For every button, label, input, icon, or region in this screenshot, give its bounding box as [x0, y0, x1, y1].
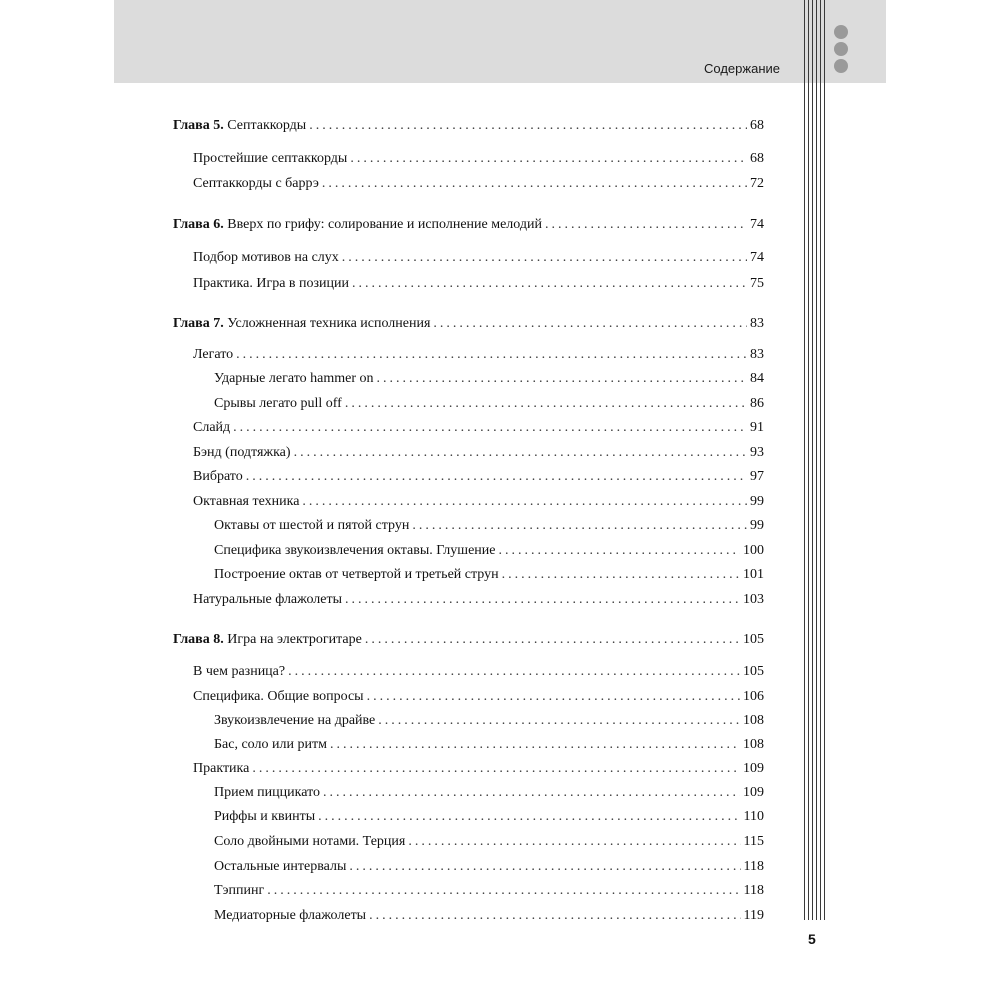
toc-chapter-entry[interactable] — [173, 631, 764, 649]
toc-entry-text: Тэппинг — [214, 883, 265, 898]
toc-entry-text: Прием пиццикато — [214, 785, 321, 800]
toc-entry-text: Октавы от шестой и пятой струн — [214, 518, 410, 533]
toc-entry-title — [214, 907, 366, 925]
dot-leader — [246, 468, 747, 486]
toc-entry[interactable] — [193, 444, 764, 462]
toc-entry[interactable] — [214, 808, 764, 826]
toc-chapter-entry[interactable] — [173, 315, 764, 333]
toc-entry-text: Медиаторные флажолеты — [214, 908, 367, 923]
toc-entry-title — [214, 808, 315, 826]
toc-entry-title — [214, 784, 320, 802]
toc-chapter-label: Глава 5. — [173, 118, 224, 133]
toc-page-number: 99 — [750, 518, 764, 533]
dot-leader — [302, 493, 747, 511]
toc-entry-title — [214, 712, 375, 730]
dot-leader — [318, 808, 740, 826]
toc-page-number: 91 — [750, 420, 764, 435]
toc-entry[interactable] — [214, 712, 764, 730]
toc-entry-text: Бэнд (подтяжка) — [193, 445, 291, 460]
toc-entry-text: Остальные интервалы — [214, 859, 347, 874]
toc-page-number: 109 — [743, 785, 764, 800]
toc-entry-title — [214, 542, 495, 560]
toc-entry-title — [173, 117, 306, 135]
toc-page-number: 105 — [743, 632, 764, 647]
dot-leader — [545, 216, 747, 234]
toc-page-number: 68 — [750, 118, 764, 133]
toc-entry-title — [214, 395, 342, 413]
toc-entry-title — [193, 346, 233, 364]
toc-entry-text: Риффы и квинты — [214, 809, 316, 824]
toc-page-number: 118 — [743, 883, 764, 898]
toc-entry[interactable] — [214, 542, 764, 560]
dot-leader — [236, 346, 747, 364]
toc-entry-text: Специфика. Общие вопросы — [193, 689, 364, 704]
toc-page-number: 93 — [750, 445, 764, 460]
toc-entry-text: Простейшие септаккорды — [193, 151, 348, 166]
toc-entry-title — [214, 858, 346, 876]
toc-entry-text: Игра на электрогитаре — [223, 632, 362, 647]
toc-entry-text: Септаккорды с баррэ — [193, 176, 319, 191]
toc-entry[interactable] — [193, 419, 764, 437]
toc-entry[interactable] — [214, 784, 764, 802]
toc-entry-title — [193, 175, 319, 193]
toc-page-number: 83 — [750, 316, 764, 331]
toc-entry-text: Октавная техника — [193, 494, 300, 509]
toc-page-number: 115 — [743, 834, 764, 849]
toc-page-number: 110 — [743, 809, 764, 824]
dot-leader — [288, 663, 740, 681]
dot-leader — [323, 784, 740, 802]
dot-leader — [369, 907, 740, 925]
toc-entry-title — [193, 663, 285, 681]
toc-entry[interactable] — [214, 882, 764, 900]
toc-entry-title — [193, 688, 364, 706]
toc-page-number: 75 — [750, 276, 764, 291]
toc-entry[interactable] — [193, 175, 764, 193]
toc-entry-text: В чем разница? — [193, 664, 286, 679]
toc-entry-title — [214, 370, 374, 388]
toc-entry-title — [173, 315, 430, 333]
toc-entry[interactable] — [193, 150, 764, 168]
toc-entry[interactable] — [193, 493, 764, 511]
toc-page-number: 84 — [750, 371, 764, 386]
toc-chapter-entry[interactable] — [173, 216, 764, 234]
toc-entry-text: Вверх по грифу: солирование и исполнение мелодий — [223, 217, 542, 232]
dot-leader — [342, 249, 747, 267]
toc-entry-title — [193, 591, 342, 609]
toc-chapter-label: Глава 7. — [173, 316, 224, 331]
toc-entry-title — [193, 275, 349, 293]
dot-leader — [330, 736, 740, 754]
dot-leader — [502, 566, 740, 584]
toc-entry-title — [214, 736, 327, 754]
page-number: 5 — [808, 931, 816, 947]
toc-page-number: 97 — [750, 469, 764, 484]
dot-leader — [433, 315, 747, 333]
dot-leader — [412, 517, 747, 535]
toc-entry[interactable] — [193, 249, 764, 267]
toc-entry-title — [193, 493, 299, 511]
toc-entry-text: Специфика звукоизвлечения октавы. Глушение — [214, 543, 496, 558]
toc-entry-text: Соло двойными нотами. Терция — [214, 834, 406, 849]
dot-leader — [377, 370, 748, 388]
toc-entry-text: Звукоизвлечение на драйве — [214, 713, 376, 728]
dot-leader — [345, 591, 740, 609]
toc-entry-text: Вибрато — [193, 469, 243, 484]
toc-page-number: 106 — [743, 689, 764, 704]
toc-chapter-label: Глава 6. — [173, 217, 224, 232]
toc-entry-text: Легато — [193, 347, 234, 362]
toc-entry-title — [173, 216, 542, 234]
toc-entry[interactable] — [193, 346, 764, 364]
toc-entry-title — [214, 882, 264, 900]
toc-entry-text: Натуральные флажолеты — [193, 592, 343, 607]
dot-leader — [345, 395, 747, 413]
toc-page-number: 108 — [743, 713, 764, 728]
dot-leader — [267, 882, 740, 900]
toc-entry[interactable] — [214, 858, 764, 876]
toc-entry[interactable] — [214, 566, 764, 584]
toc-page-number: 103 — [743, 592, 764, 607]
toc-entry[interactable] — [214, 907, 764, 925]
toc-page-number: 101 — [743, 567, 764, 582]
dot-leader — [294, 444, 747, 462]
toc-entry-title — [214, 517, 409, 535]
toc-entry-text: Практика. Игра в позиции — [193, 276, 350, 291]
toc-page-number: 83 — [750, 347, 764, 362]
toc-entry-title — [173, 631, 362, 649]
toc-page-number: 119 — [743, 908, 764, 923]
dot-leader — [367, 688, 740, 706]
toc-chapter-entry[interactable] — [173, 117, 764, 135]
toc-entry[interactable] — [214, 370, 764, 388]
toc-entry-title — [214, 833, 405, 851]
toc-page-number: 108 — [743, 737, 764, 752]
toc-entry[interactable] — [193, 591, 764, 609]
dot-leader — [252, 760, 740, 778]
toc-entry[interactable] — [193, 688, 764, 706]
toc-entry-text: Септаккорды — [223, 118, 307, 133]
toc-entry[interactable] — [193, 468, 764, 486]
toc-entry[interactable] — [193, 275, 764, 293]
toc-entry[interactable] — [193, 663, 764, 681]
dot-leader — [322, 175, 747, 193]
dot-leader — [498, 542, 740, 560]
dot-leader — [349, 858, 740, 876]
dot-leader — [233, 419, 747, 437]
toc-entry[interactable] — [193, 760, 764, 778]
toc-page-number: 74 — [750, 250, 764, 265]
toc-page-number: 118 — [743, 859, 764, 874]
dot-leader — [309, 117, 747, 135]
toc-entry[interactable] — [214, 833, 764, 851]
dot-leader — [350, 150, 747, 168]
toc-page-number: 109 — [743, 761, 764, 776]
toc-page-number: 86 — [750, 396, 764, 411]
toc-entry[interactable] — [214, 736, 764, 754]
toc-entry-title — [193, 468, 243, 486]
toc-page-number: 105 — [743, 664, 764, 679]
toc-entry-text: Ударные легато hammer on — [214, 371, 374, 386]
toc-entry-title — [193, 150, 347, 168]
dot-leader — [365, 631, 740, 649]
toc-entry-text: Усложненная техника исполнения — [223, 316, 431, 331]
toc-entry-title — [193, 444, 291, 462]
toc-entry-title — [193, 760, 249, 778]
toc-entry[interactable] — [214, 395, 764, 413]
toc-page-number: 99 — [750, 494, 764, 509]
toc-page-number: 68 — [750, 151, 764, 166]
toc-entry-title — [193, 419, 230, 437]
toc-page-number: 72 — [750, 176, 764, 191]
toc-entry-text: Слайд — [193, 420, 231, 435]
toc-chapter-label: Глава 8. — [173, 632, 224, 647]
running-header-title: Содержание — [704, 61, 780, 76]
toc-page-number: 74 — [750, 217, 764, 232]
dot-leader — [408, 833, 740, 851]
toc-entry-text: Бас, соло или ритм — [214, 737, 327, 752]
toc-entry-text: Подбор мотивов на слух — [193, 250, 339, 265]
toc-entry-title — [193, 249, 339, 267]
toc-page-number: 100 — [743, 543, 764, 558]
toc-entry-text: Срывы легато pull off — [214, 396, 342, 411]
toc-entry[interactable] — [214, 517, 764, 535]
dot-leader — [352, 275, 747, 293]
toc-entry-text: Практика — [193, 761, 250, 776]
toc-entry-title — [214, 566, 499, 584]
dot-leader — [378, 712, 740, 730]
toc-entry-text: Построение октав от четвертой и третьей струн — [214, 567, 499, 582]
